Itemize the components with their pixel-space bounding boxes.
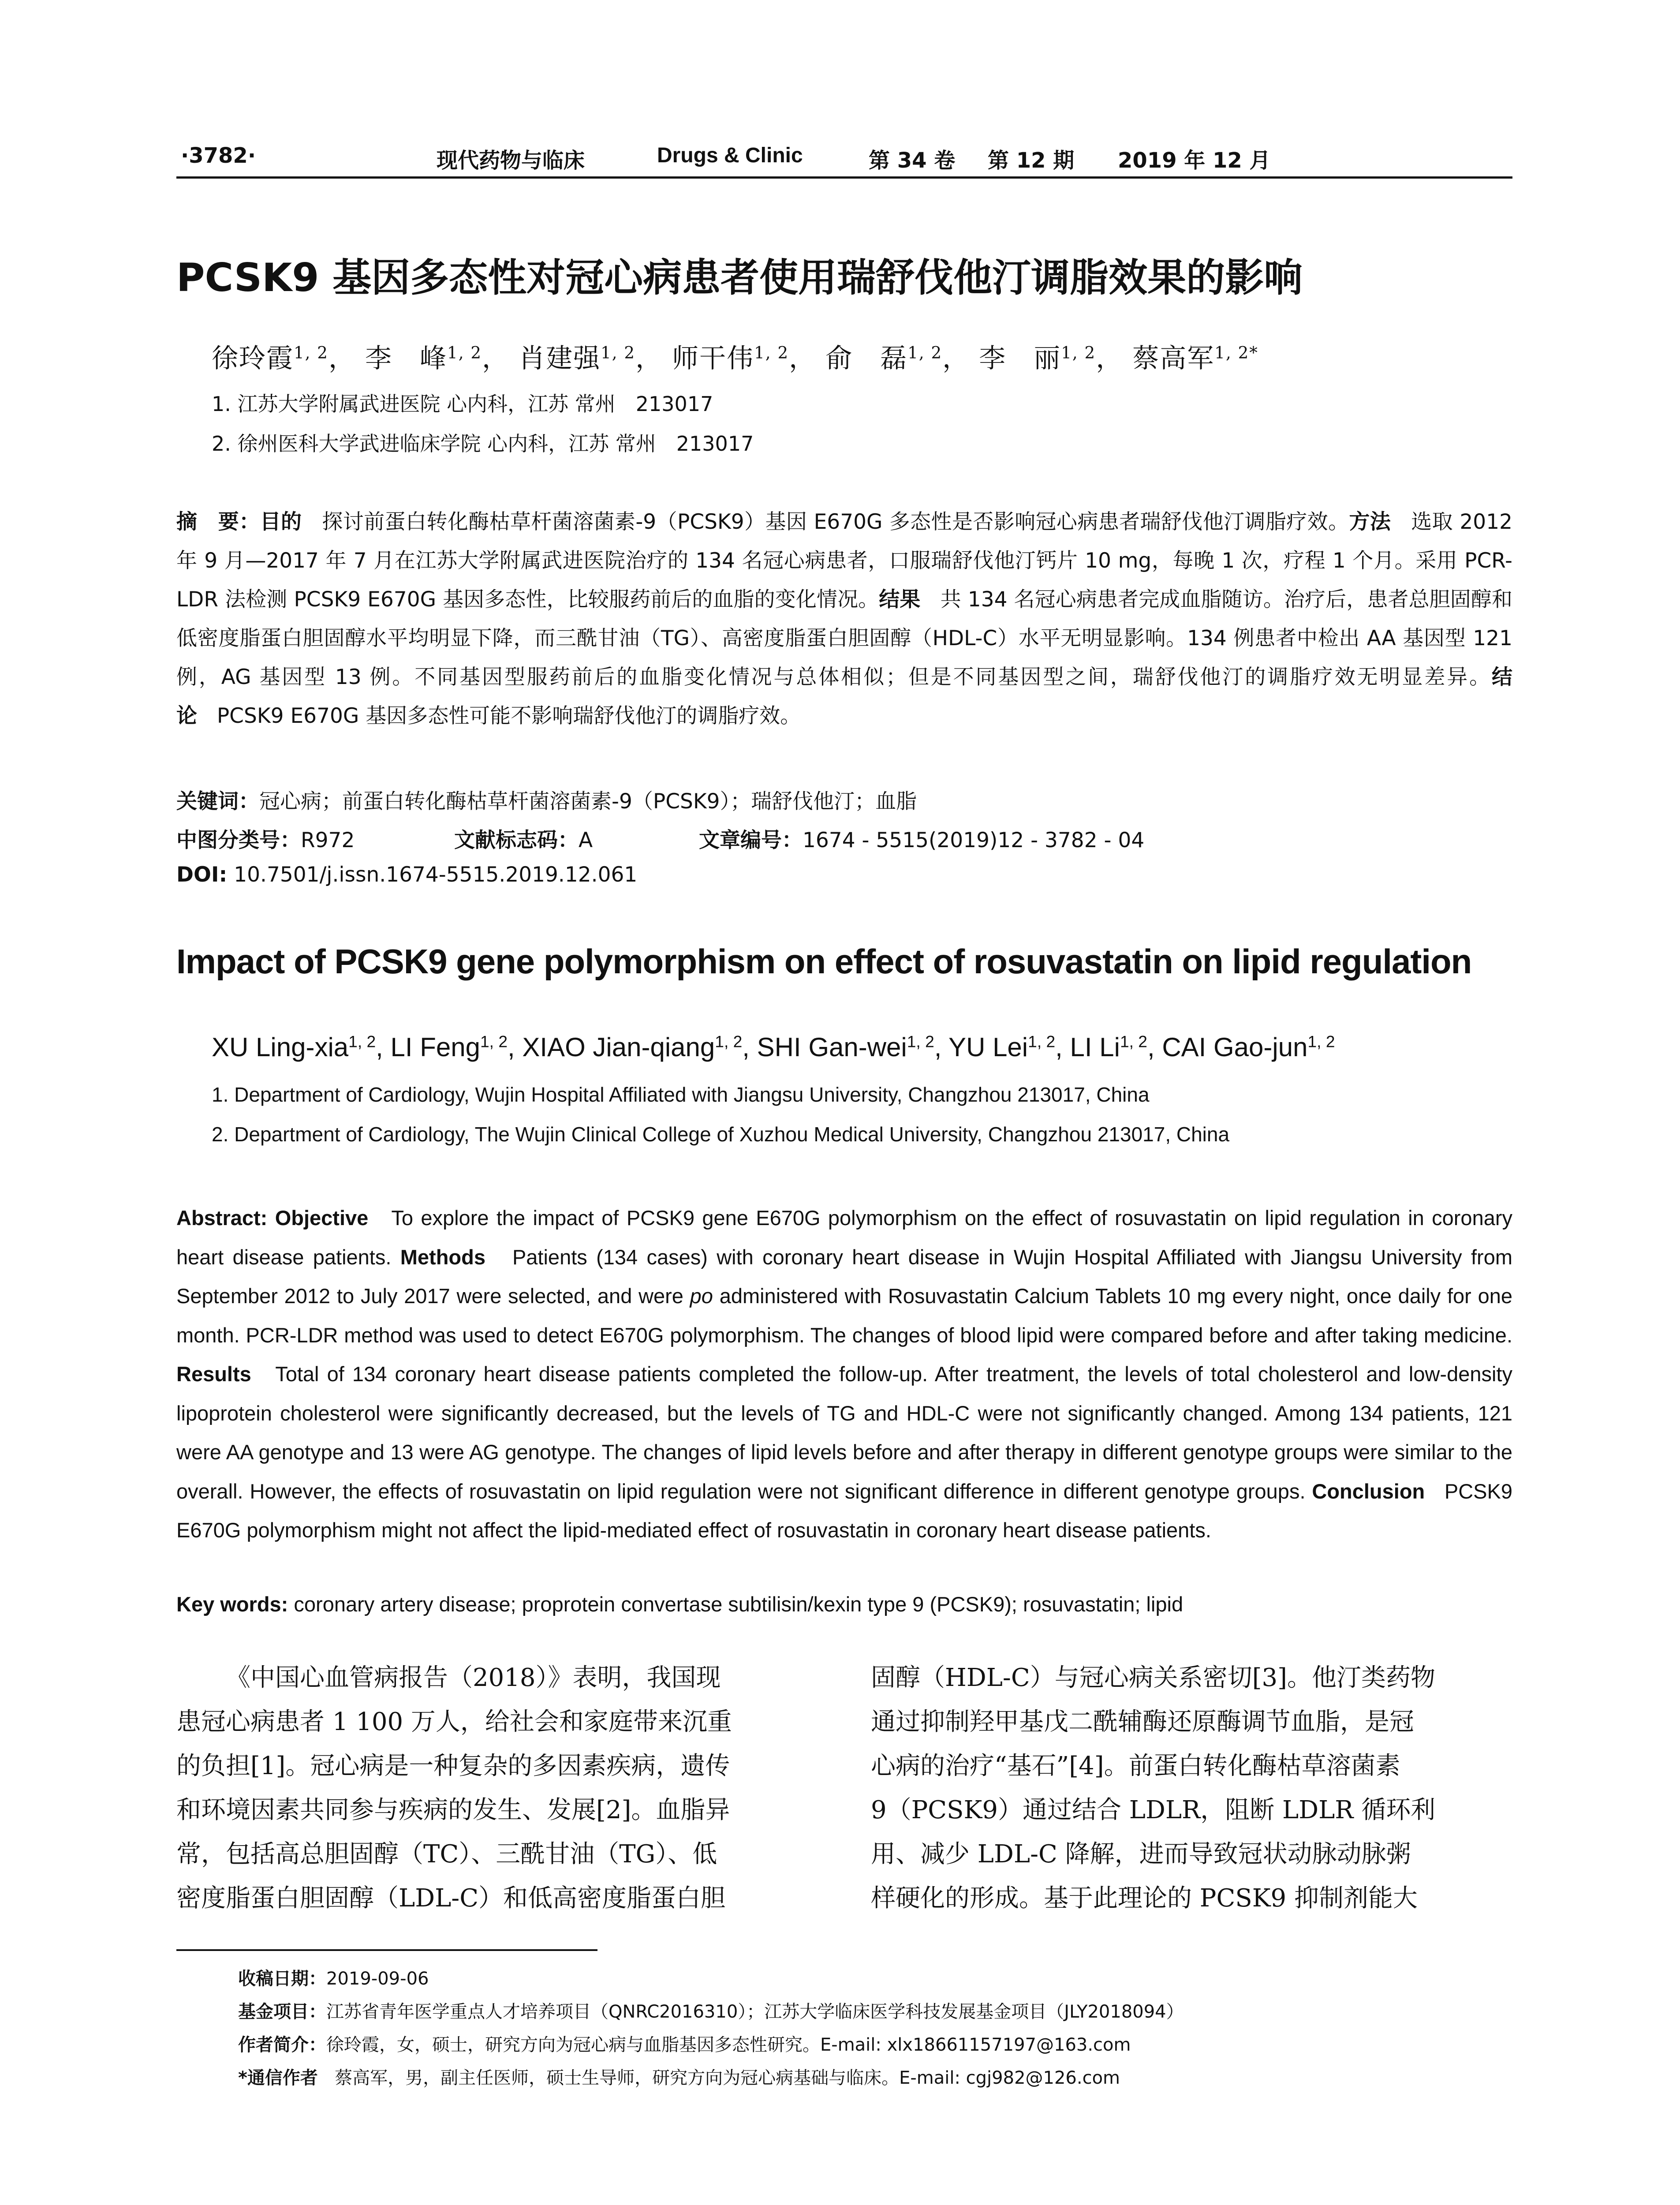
keywords-en (176, 1592, 1183, 1616)
body-line: 患冠心病患者 1 100 万人，给社会和家庭带来沉重 (176, 1708, 732, 1736)
body-line: 用、减少 LDL-C 降解，进而导致冠状动脉动脉粥 (871, 1840, 1411, 1869)
methods-text: Patients (134 cases) with coronary heart disease in Wujin Hospital Affiliated with Jiangsu University from September 2012 to July 2017 were selected, and were (176, 1245, 1513, 1308)
author-name: 蔡高军 (1132, 343, 1215, 374)
running-header (176, 143, 1512, 174)
article-number-label: 文章编号： (699, 828, 803, 852)
objective-text: To explore the impact of PCSK9 gene E670G polymorphism on the effect of rosuvastatin on lipid regulation in coronary heart disease patients. (176, 1206, 1512, 1269)
keywords-zh (176, 785, 917, 815)
doi-label: DOI: (176, 863, 228, 887)
author-name: LI Li (1070, 1032, 1120, 1062)
doi-line (176, 863, 637, 887)
author-affiliation-mark: 1, 2 (348, 1032, 376, 1051)
author-name: 俞 磊 (825, 343, 908, 374)
journal-title-en: Drugs & Clinic (657, 144, 803, 167)
methods-text: 选取 2012 年 9 月—2017 年 7 月在江苏大学附属武进医院治疗的 134 名冠心病患者，口服瑞舒伐他汀钙片 10 mg，每晚 1 次，疗程 1 个月。采用 PCR-LDR 法检测 PCSK9 E670G 基因多态性，比较服药前后的血脂的变化情况。 (176, 510, 1513, 612)
results-text: 共 134 名冠心病患者完成血脂随访。治疗后，患者总胆固醇和低密度脂蛋白胆固醇水平均明显下降，而三酰甘油（TG）、高密度脂蛋白胆固醇（HDL-C）水平无明显影响。134 例患者中检出 AA 基因型 121 例，AG 基因型 13 例。不同基因型服药前后的血脂变化情况与总体相似；但是不同基因型之间，瑞舒伐他汀的调脂疗效无明显差异。 (176, 587, 1512, 689)
author-name: CAI Gao-jun (1162, 1032, 1308, 1062)
affiliation-zh: 2. 徐州医科大学武进临床学院 心内科，江苏 常州 213017 (212, 432, 754, 456)
author-affiliation-mark: 1, 2 (1061, 343, 1096, 363)
abstract-zh (176, 503, 1512, 736)
footnote-author (238, 2031, 1131, 2056)
author-affiliation-mark: 1, 2 (754, 343, 789, 363)
objective-label: 目的 (260, 510, 302, 534)
affiliation-zh: 1. 江苏大学附属武进医院 心内科，江苏 常州 213017 (212, 392, 713, 416)
volume: 第 34 卷 (869, 148, 956, 173)
article-number-value: 1674 - 5515(2019)12 - 3782 - 04 (803, 828, 1145, 852)
author-affiliation-mark: 1, 2 (1028, 1032, 1056, 1051)
author-name: XU Ling-xia (212, 1032, 349, 1062)
footnote-fund (238, 1998, 1184, 2023)
body-line: 9（PCSK9）通过结合 LDLR，阻断 LDLR 循环利 (871, 1796, 1436, 1824)
author-bio-text: 徐玲霞，女，硕士，研究方向为冠心病与血脂基因多态性研究。E-mail: xlx18661157197@163.com (326, 2035, 1131, 2055)
methods-text-cont: administered with Rosuvastatin Calcium Tablets 10 mg every night, once daily for one month. PCR-LDR method was used to detect E670G polymorphism. The changes of blood lipid were compared before and after taking medicine. (176, 1284, 1512, 1347)
body-line: 密度脂蛋白胆固醇（LDL-C）和低高密度脂蛋白胆 (176, 1884, 726, 1913)
methods-label: 方法 (1349, 510, 1391, 534)
body-line: 固醇（HDL-C）与冠心病关系密切[3]。他汀类药物 (871, 1663, 1436, 1692)
objective-label: Objective (275, 1206, 369, 1230)
corresponding-label: *通信作者 (238, 2068, 318, 2088)
keywords-label: Key words: (176, 1592, 288, 1616)
abstract-label: Abstract: (176, 1206, 268, 1230)
body-line: 《中国心血管病报告（2018）》表明，我国现 (226, 1663, 721, 1692)
body-line: 通过抑制羟甲基戊二酰辅酶还原酶调节血脂，是冠 (871, 1708, 1414, 1736)
methods-label: Methods (400, 1245, 485, 1269)
author-affiliation-mark: 1, 2 (601, 343, 636, 363)
keywords-text: coronary artery disease; proprotein convertase subtilisin/kexin type 9 (PCSK9); rosuvastatin; lipid (294, 1592, 1183, 1616)
author-name: LI Feng (390, 1032, 480, 1062)
conclusion-label: Conclusion (1312, 1479, 1425, 1503)
issue: 第 12 期 (988, 148, 1075, 173)
body-line: 和环境因素共同参与疾病的发生、发展[2]。血脂异 (176, 1796, 730, 1824)
affiliation-en: 1. Department of Cardiology, Wujin Hospital Affiliated with Jiangsu University, Changzhou 213017, China (212, 1083, 1150, 1106)
footnote-received (238, 1965, 429, 1990)
doc-code-value: A (579, 828, 593, 852)
journal-title-cn: 现代药物与临床 (437, 148, 585, 173)
body-column-left (176, 1656, 818, 1921)
footnote-corresponding (238, 2064, 1120, 2089)
doc-code-label: 文献标志码： (454, 828, 579, 852)
fund-text: 江苏省青年医学重点人才培养项目（QNRC2016310）；江苏大学临床医学科技发展基金项目（JLY2018094） (326, 2002, 1184, 2022)
body-line: 样硬化的形成。基于此理论的 PCSK9 抑制剂能大 (871, 1884, 1418, 1913)
author-affiliation-mark: 1, 2 (715, 1032, 743, 1051)
footnote-rule (176, 1949, 597, 1951)
author-name: XIAO Jian-qiang (522, 1032, 715, 1062)
author-name: YU Lei (948, 1032, 1028, 1062)
methods-italic: po (690, 1284, 713, 1308)
body-column-right (871, 1656, 1512, 1921)
classification-line (176, 824, 1145, 853)
conclusion-text: PCSK9 E670G polymorphism might not affect the lipid-mediated effect of rosuvastatin in coronary heart disease patients. (176, 1479, 1512, 1542)
author-affiliation-mark: 1, 2 (480, 1032, 508, 1051)
body-line: 心病的治疗“基石”[4]。前蛋白转化酶枯草溶菌素 (871, 1752, 1400, 1780)
page-number: ·3782· (181, 143, 256, 168)
keywords-text: 冠心病；前蛋白转化酶枯草杆菌溶菌素-9（PCSK9）；瑞舒伐他汀；血脂 (259, 789, 917, 814)
objective-text: 探讨前蛋白转化酶枯草杆菌溶菌素-9（PCSK9）基因 E670G 多态性是否影响冠心病患者瑞舒伐他汀调脂疗效。 (322, 510, 1349, 534)
authors-zh: 徐玲霞$^{1, 2}$， 李 峰$^{1, 2}$， 肖建强$^{1, 2}$， 师干伟$^{1, 2}$， 俞 磊$^{1, 2}$， 李 丽$^{1, 2}$， 蔡高军$^{1, 2*}$ (212, 343, 1258, 374)
affiliation-en: 2. Department of Cardiology, The Wujin Clinical College of Xuzhou Medical University, Changzhou 213017, China (212, 1123, 1230, 1146)
keywords-label: 关键词： (176, 789, 259, 814)
author-affiliation-mark: 1, 2 (294, 343, 329, 363)
abstract-label: 摘 要： (176, 510, 260, 534)
corresponding-text: 蔡高军，男，副主任医师，硕士生导师，研究方向为冠心病基础与临床。E-mail: cgj982@126.com (335, 2068, 1120, 2088)
article-title-zh: PCSK9 基因多态性对冠心病患者使用瑞舒伐他汀调脂效果的影响 (176, 255, 1303, 300)
results-label: 结果 (879, 587, 921, 612)
body-line: 的负担[1]。冠心病是一种复杂的多因素疾病，遗传 (176, 1752, 730, 1780)
author-name: 李 峰 (365, 343, 448, 374)
author-name: 徐玲霞 (212, 343, 294, 374)
author-name: 师干伟 (672, 343, 754, 374)
results-text: Total of 134 coronary heart disease patients completed the follow-up. After treatment, the levels of total cholesterol and low-density lipoprotein cholesterol were significantly decreased, but the levels of TG and HDL-C were not significantly changed. Among 134 patients, 121 were AA genotype and 13 were AG genotype. The changes of lipid levels before and after therapy in different genotype groups were similar to the overall. However, the effects of rosuvastatin on lipid regulation were not significant difference in different genotype groups. (176, 1362, 1512, 1503)
abstract-en (176, 1199, 1512, 1550)
author-affiliation-mark: 1, 2 (1307, 1032, 1335, 1051)
results-label: Results (176, 1362, 251, 1386)
authors-en: XU Ling-xia$^{1, 2}$, LI Feng$^{1, 2}$, XIAO Jian-qiang$^{1, 2}$, SHI Gan-wei$^{1, 2}$, YU Lei$^{1, 2}$, LI Li$^{1, 2}$, CAI Gao-jun$^{1, 2}$ (212, 1032, 1335, 1062)
conclusion-text: PCSK9 E670G 基因多态性可能不影响瑞舒伐他汀的调脂疗效。 (217, 704, 801, 728)
body-line: 常，包括高总胆固醇（TC）、三酰甘油（TG）、低 (176, 1840, 717, 1869)
issue-date: 2019 年 12 月 (1118, 148, 1271, 173)
author-affiliation-mark: 1, 2* (1214, 343, 1258, 363)
fund-label: 基金项目： (238, 2002, 326, 2022)
conclusion-label: 结论 (176, 665, 1512, 728)
author-bio-label: 作者简介： (238, 2035, 326, 2055)
author-name: 李 丽 (979, 343, 1061, 374)
author-name: SHI Gan-wei (757, 1032, 907, 1062)
clc-label: 中图分类号： (176, 828, 301, 852)
received-label: 收稿日期： (238, 1969, 326, 1989)
author-name: 肖建强 (519, 343, 601, 374)
clc-value: R972 (301, 828, 355, 852)
article-title-en: Impact of PCSK9 gene polymorphism on effect of rosuvastatin on lipid regulation (176, 942, 1472, 981)
doi-value[interactable]: 10.7501/j.issn.1674-5515.2019.12.061 (234, 863, 638, 887)
author-affiliation-mark: 1, 2 (907, 343, 943, 363)
author-affiliation-mark: 1, 2 (447, 343, 482, 363)
author-affiliation-mark: 1, 2 (907, 1032, 934, 1051)
received-date: 2019-09-06 (326, 1969, 429, 1989)
header-rule (176, 176, 1512, 179)
author-affiliation-mark: 1, 2 (1120, 1032, 1147, 1051)
